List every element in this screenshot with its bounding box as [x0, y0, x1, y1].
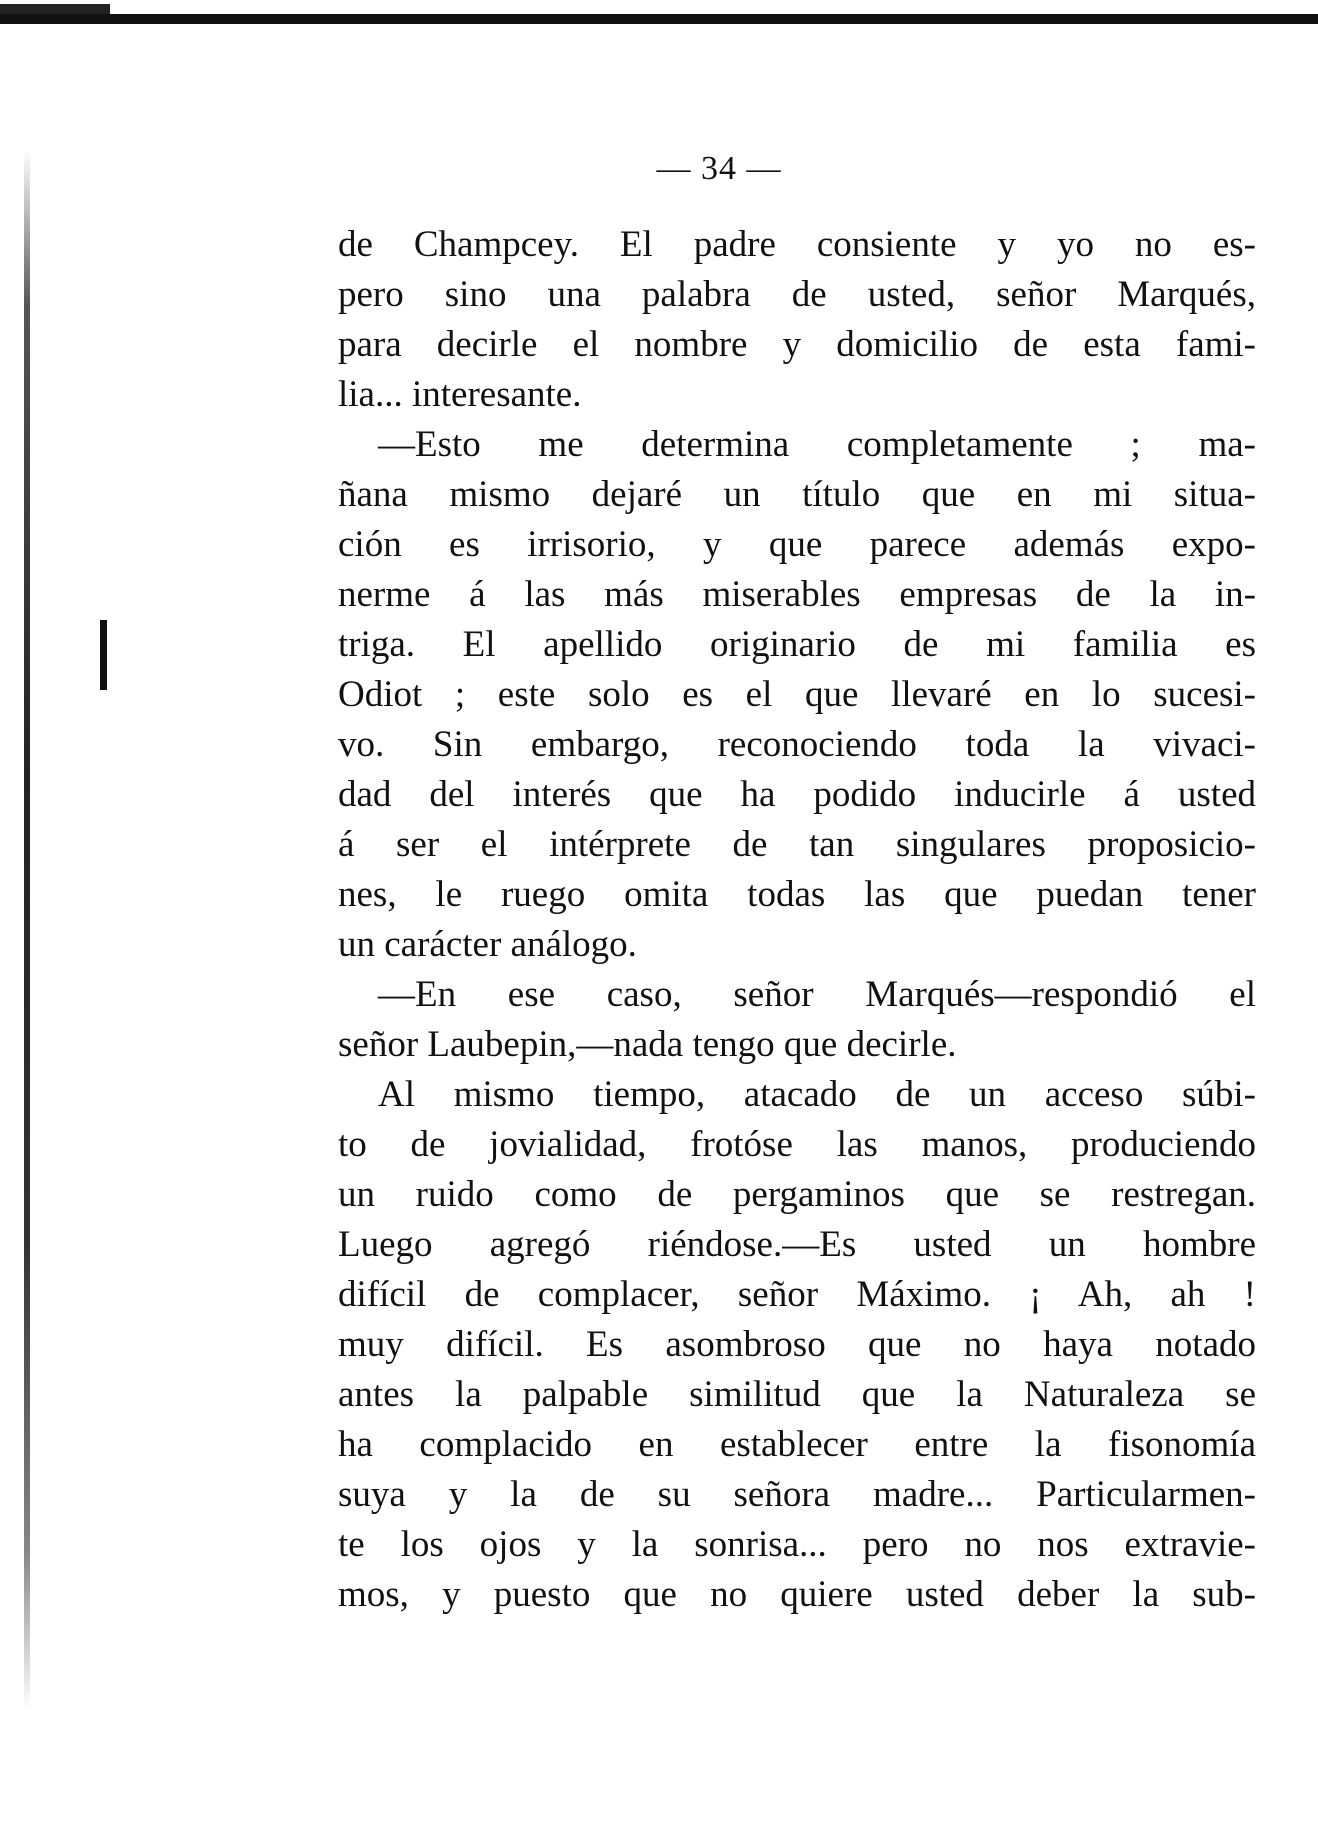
page-binding-edge: [24, 150, 30, 1710]
text-line: te los ojos y la sonrisa... pero no nos extravie-: [338, 1524, 1256, 1565]
text-line: ñana mismo dejaré un título que en mi situa-: [338, 474, 1256, 515]
text-line: suya y la de su señora madre... Particularmen-: [338, 1474, 1256, 1515]
text-line: un ruido como de pergaminos que se restregan.: [338, 1174, 1256, 1215]
text-line: difícil de complacer, señor Máximo. ¡ Ah, ah !: [338, 1274, 1256, 1315]
text-line: ha complacido en establecer entre la fisonomía: [338, 1424, 1256, 1465]
text-line: triga. El apellido originario de mi familia es: [338, 624, 1256, 665]
text-line: de Champcey. El padre consiente y yo no es-: [338, 224, 1256, 265]
text-line: á ser el intérprete de tan singulares proposicio-: [338, 824, 1256, 865]
page-number: — 34 —: [656, 150, 782, 187]
text-line: muy difícil. Es asombroso que no haya notado: [338, 1324, 1256, 1365]
text-line: antes la palpable similitud que la Naturaleza se: [338, 1374, 1256, 1415]
text-line: nes, le ruego omita todas las que puedan tener: [338, 874, 1256, 915]
text-line: ción es irrisorio, y que parece además expo-: [338, 524, 1256, 565]
text-line: pero sino una palabra de usted, señor Marqués,: [338, 274, 1256, 315]
text-line: Luego agregó riéndose.—Es usted un hombre: [338, 1224, 1256, 1265]
body-text: [338, 220, 1256, 1620]
text-line: vo. Sin embargo, reconociendo toda la vivaci-: [338, 724, 1256, 765]
text-line: un carácter análogo.: [338, 924, 637, 965]
text-line: señor Laubepin,—nada tengo que decirle.: [338, 1024, 957, 1065]
text-line: to de jovialidad, frotóse las manos, produciendo: [338, 1124, 1256, 1165]
text-line: Al mismo tiempo, atacado de un acceso súbi-: [378, 1074, 1256, 1115]
text-line: Odiot ; este solo es el que llevaré en lo sucesi-: [338, 674, 1256, 715]
scan-edge-mark: [0, 4, 110, 14]
text-line: lia... interesante.: [338, 374, 582, 415]
top-border-rule: [0, 14, 1318, 24]
text-line: dad del interés que ha podido inducirle á usted: [338, 774, 1256, 815]
text-line: nerme á las más miserables empresas de la in-: [338, 574, 1256, 615]
text-line: —Esto me determina completamente ; ma-: [378, 424, 1256, 465]
scan-artifact-mark: [100, 620, 107, 690]
text-line: —En ese caso, señor Marqués—respondió el: [378, 974, 1256, 1015]
text-line: para decirle el nombre y domicilio de esta fami-: [338, 324, 1256, 365]
text-line: mos, y puesto que no quiere usted deber la sub-: [338, 1574, 1256, 1615]
